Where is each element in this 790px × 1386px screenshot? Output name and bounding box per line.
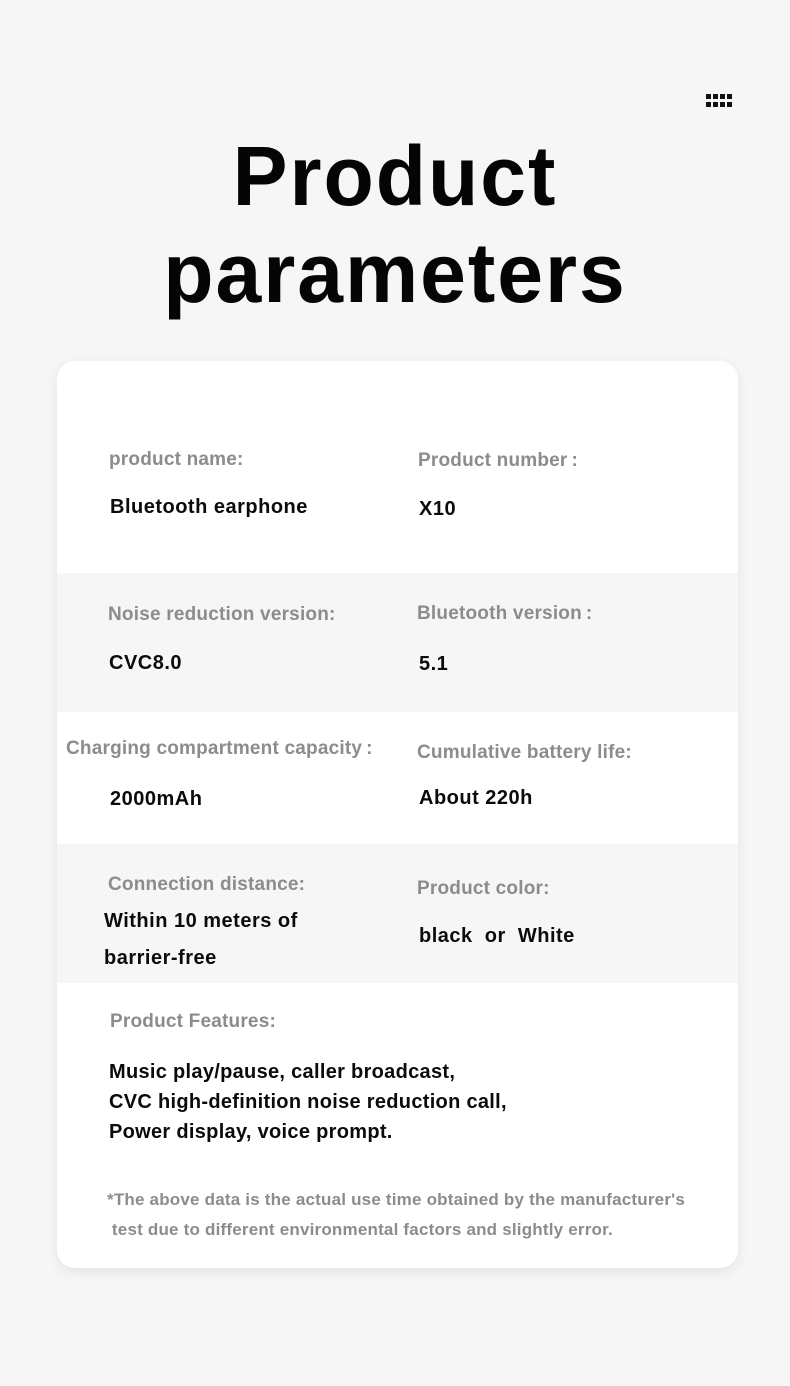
- connection-distance-value: [104, 903, 298, 977]
- product-name-label: product name:: [109, 449, 244, 470]
- product-color-value: black or White: [419, 925, 575, 947]
- disclaimer-note: [107, 1185, 707, 1245]
- battery-life-value: About 220h: [419, 787, 533, 809]
- bluetooth-version-label: Bluetooth version :: [417, 603, 593, 624]
- params-row-4: [57, 844, 738, 983]
- bluetooth-version-value: 5.1: [419, 653, 449, 675]
- connection-distance-line-2: barrier-free: [104, 947, 217, 969]
- params-row-1: [57, 361, 738, 573]
- connection-distance-label: Connection distance:: [108, 874, 306, 895]
- page-title: Product parameters: [163, 129, 627, 320]
- note-line: *The above data is the actual use time obtained by the manufacturer's: [107, 1190, 686, 1209]
- params-row-3: [57, 712, 738, 844]
- charging-capacity-label: Charging compartment capacity :: [66, 738, 373, 759]
- noise-reduction-value: CVC8.0: [109, 652, 183, 674]
- connection-distance-line-1: Within 10 meters of: [104, 910, 298, 932]
- product-name-value: Bluetooth earphone: [110, 496, 308, 518]
- feature-line: Music play/pause, caller broadcast,: [109, 1061, 456, 1083]
- parameters-card: [57, 361, 738, 1268]
- params-row-2: [57, 573, 738, 712]
- product-color-label: Product color:: [417, 878, 550, 899]
- noise-reduction-label: Noise reduction version:: [108, 604, 336, 625]
- battery-life-label: Cumulative battery life:: [417, 742, 632, 763]
- charging-capacity-value: 2000mAh: [110, 788, 203, 810]
- feature-line: Power display, voice prompt.: [109, 1121, 393, 1143]
- features-list: [109, 1057, 669, 1147]
- note-line: test due to different environmental factors and slightly error.: [107, 1220, 613, 1239]
- feature-line: CVC high-definition noise reduction call,: [109, 1091, 507, 1113]
- product-number-label: Product number :: [418, 450, 579, 471]
- grid-menu-icon[interactable]: [706, 94, 734, 112]
- product-number-value: X10: [419, 498, 457, 520]
- features-label: Product Features:: [110, 1011, 276, 1032]
